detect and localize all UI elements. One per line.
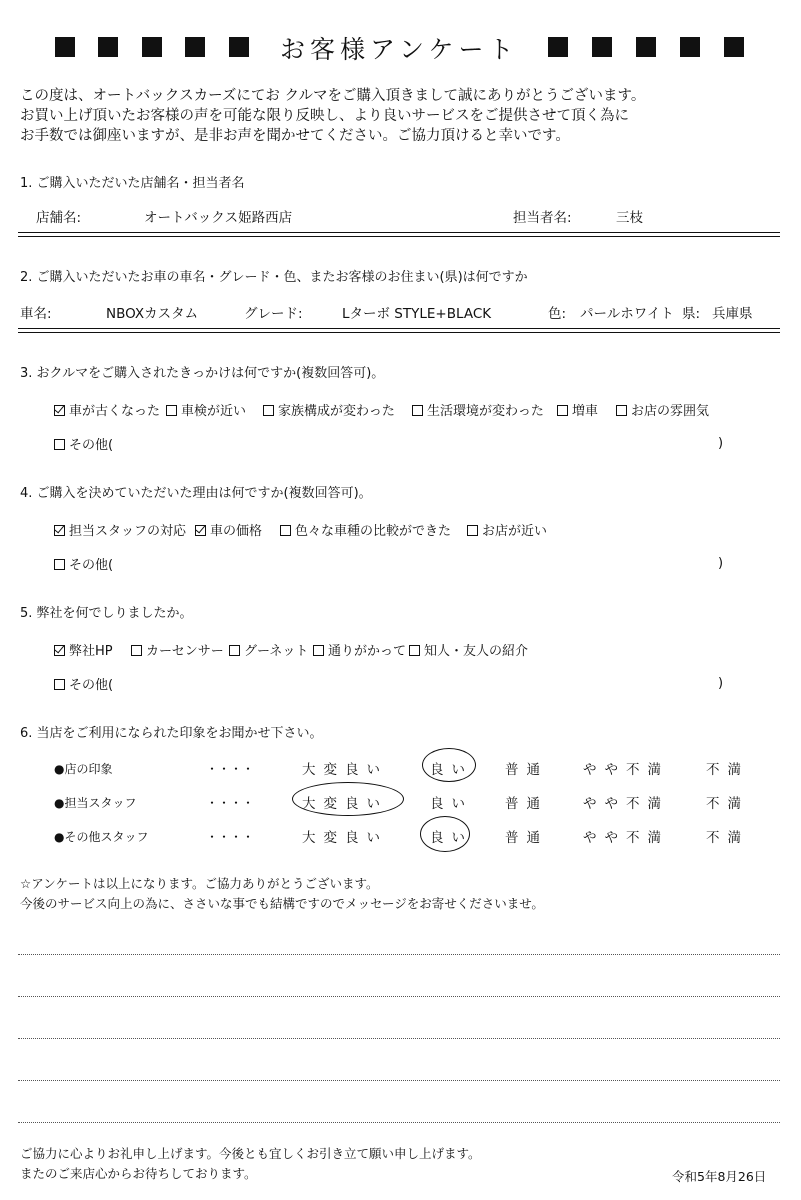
title-square-icon (142, 37, 162, 57)
car-label: 車名: (20, 306, 52, 322)
scale-option[interactable]: 不満 (706, 796, 749, 812)
checkbox-icon[interactable] (54, 439, 65, 450)
closing-line-1: ☆アンケートは以上になります。ご協力ありがとうございます。 (20, 876, 379, 891)
title-square-icon (229, 37, 249, 57)
staff-label: 担当者名: (513, 210, 572, 226)
message-line[interactable] (18, 1038, 780, 1039)
selection-circle (422, 748, 476, 782)
staff-value[interactable]: 三枝 (616, 210, 643, 226)
selection-circle (292, 782, 404, 816)
checkbox-icon[interactable] (54, 559, 65, 570)
scale-option[interactable]: 大変良い (302, 762, 388, 778)
store-value[interactable]: オートバックス姫路西店 (144, 210, 293, 226)
q5-option[interactable]: グーネット (229, 640, 308, 659)
q1-label: 1. ご購入いただいた店舗名・担当者名 (20, 176, 245, 191)
checkbox-icon[interactable] (412, 405, 423, 416)
grade-label: グレード: (244, 306, 303, 322)
checkbox-icon[interactable] (313, 645, 324, 656)
message-line[interactable] (18, 954, 780, 955)
q3-option[interactable]: 家族構成が変わった (263, 400, 395, 419)
leader-dots: ・・・・ (206, 830, 255, 844)
footer-date: 令和5年8月26日 (672, 1169, 767, 1184)
selection-circle (420, 816, 470, 852)
scale-option[interactable]: 良い (430, 762, 473, 778)
checkbox-icon[interactable] (616, 405, 627, 416)
q3-option[interactable]: お店の雰囲気 (616, 400, 709, 419)
car-value[interactable]: NBOXカスタム (106, 306, 199, 322)
pref-value[interactable]: 兵庫県 (712, 306, 753, 322)
page-title: お客様アンケート (280, 35, 519, 64)
store-label: 店舗名: (36, 210, 82, 226)
q5-label: 5. 弊社を何でしりましたか。 (20, 606, 193, 621)
scale-option[interactable]: やや不満 (583, 796, 669, 812)
title-square-icon (592, 37, 612, 57)
color-label: 色: (548, 306, 567, 322)
q4-option[interactable]: お店が近い (467, 520, 547, 539)
divider (18, 328, 780, 333)
q4-option[interactable]: 車の価格 (195, 520, 262, 539)
impression-row-label: ●担当スタッフ (54, 796, 137, 810)
title-square-icon (185, 37, 205, 57)
closing-line-2: 今後のサービス向上の為に、ささいな事でも結構ですのでメッセージをお寄せくださいませ。 (20, 896, 544, 911)
q5-other-close: ) (718, 676, 724, 691)
q2-label: 2. ご購入いただいたお車の車名・グレード・色、またお客様のお住まい(県)は何ですか (20, 270, 528, 285)
title-square-icon (636, 37, 656, 57)
q4-option[interactable]: 色々な車種の比較ができた (280, 520, 451, 539)
q4-label: 4. ご購入を決めていただいた理由は何ですか(複数回答可)。 (20, 486, 372, 501)
q5-option[interactable]: 弊社HP (54, 640, 113, 659)
scale-option[interactable]: 不満 (706, 762, 749, 778)
scale-option[interactable]: 普通 (505, 830, 548, 846)
scale-option[interactable]: やや不満 (583, 830, 669, 846)
title-square-icon (724, 37, 744, 57)
checkbox-icon[interactable] (557, 405, 568, 416)
q5-option[interactable]: 知人・友人の紹介 (409, 640, 528, 659)
leader-dots: ・・・・ (206, 762, 255, 776)
pref-label: 県: (682, 306, 701, 322)
title-square-icon (55, 37, 75, 57)
checkbox-checked-icon[interactable] (54, 405, 65, 416)
checkbox-icon[interactable] (409, 645, 420, 656)
checkbox-icon[interactable] (54, 679, 65, 690)
checkbox-checked-icon[interactable] (54, 525, 65, 536)
q3-option[interactable]: 車が古くなった (54, 400, 160, 419)
title-square-icon (98, 37, 118, 57)
checkbox-icon[interactable] (467, 525, 478, 536)
q4-option[interactable]: 担当スタッフの対応 (54, 520, 186, 539)
impression-row-label: ●その他スタッフ (54, 830, 149, 844)
title-square-icon (680, 37, 700, 57)
q3-option[interactable]: 生活環境が変わった (412, 400, 544, 419)
intro-line-1: この度は、オートバックスカーズにてお クルマをご購入頂きまして誠にありがとうございます。 (20, 88, 646, 104)
scale-option[interactable]: 良い (430, 796, 473, 812)
scale-option[interactable]: 不満 (706, 830, 749, 846)
q4-other[interactable]: その他( (54, 554, 113, 573)
q3-other-close: ) (718, 436, 724, 451)
checkbox-icon[interactable] (280, 525, 291, 536)
checkbox-icon[interactable] (229, 645, 240, 656)
q3-option[interactable]: 車検が近い (166, 400, 246, 419)
checkbox-checked-icon[interactable] (54, 645, 65, 656)
title-square-icon (548, 37, 568, 57)
message-line[interactable] (18, 996, 780, 997)
checkbox-icon[interactable] (263, 405, 274, 416)
title-row (0, 28, 801, 64)
q5-other[interactable]: その他( (54, 674, 113, 693)
scale-option[interactable]: やや不満 (583, 762, 669, 778)
message-line[interactable] (18, 1080, 780, 1081)
q4-other-close: ) (718, 556, 724, 571)
color-value[interactable]: パールホワイト (580, 306, 674, 322)
q3-label: 3. おクルマをご購入されたきっかけは何ですか(複数回答可)。 (20, 366, 385, 381)
message-line[interactable] (18, 1122, 780, 1123)
scale-option[interactable]: 大変良い (302, 830, 388, 846)
footer-line-2: またのご来店心からお待ちしております。 (20, 1166, 257, 1181)
checkbox-checked-icon[interactable] (195, 525, 206, 536)
q3-other[interactable]: その他( (54, 434, 113, 453)
scale-option[interactable]: 普通 (505, 796, 548, 812)
scale-option[interactable]: 大変良い (302, 796, 388, 812)
checkbox-icon[interactable] (166, 405, 177, 416)
q5-option[interactable]: カーセンサー (131, 640, 224, 659)
scale-option[interactable]: 良い (430, 830, 473, 846)
intro-line-2: お買い上げ頂いたお客様の声を可能な限り反映し、より良いサービスをご提供させて頂く為に (20, 108, 629, 124)
footer-line-1: ご協力に心よりお礼申し上げます。今後とも宜しくお引き立て願い申し上げます。 (20, 1146, 481, 1161)
impression-row-label: ●店の印象 (54, 762, 113, 776)
checkbox-icon[interactable] (131, 645, 142, 656)
divider (18, 232, 780, 237)
scale-option[interactable]: 普通 (505, 762, 548, 778)
intro-line-3: お手数では御座いますが、是非お声を聞かせてください。ご協力頂けると幸いです。 (20, 128, 570, 144)
q3-option[interactable]: 増車 (557, 400, 598, 419)
q5-option[interactable]: 通りがかって (313, 640, 406, 659)
grade-value[interactable]: Lターボ STYLE+BLACK (342, 306, 492, 322)
leader-dots: ・・・・ (206, 796, 255, 810)
q6-label: 6. 当店をご利用になられた印象をお聞かせ下さい。 (20, 726, 323, 741)
